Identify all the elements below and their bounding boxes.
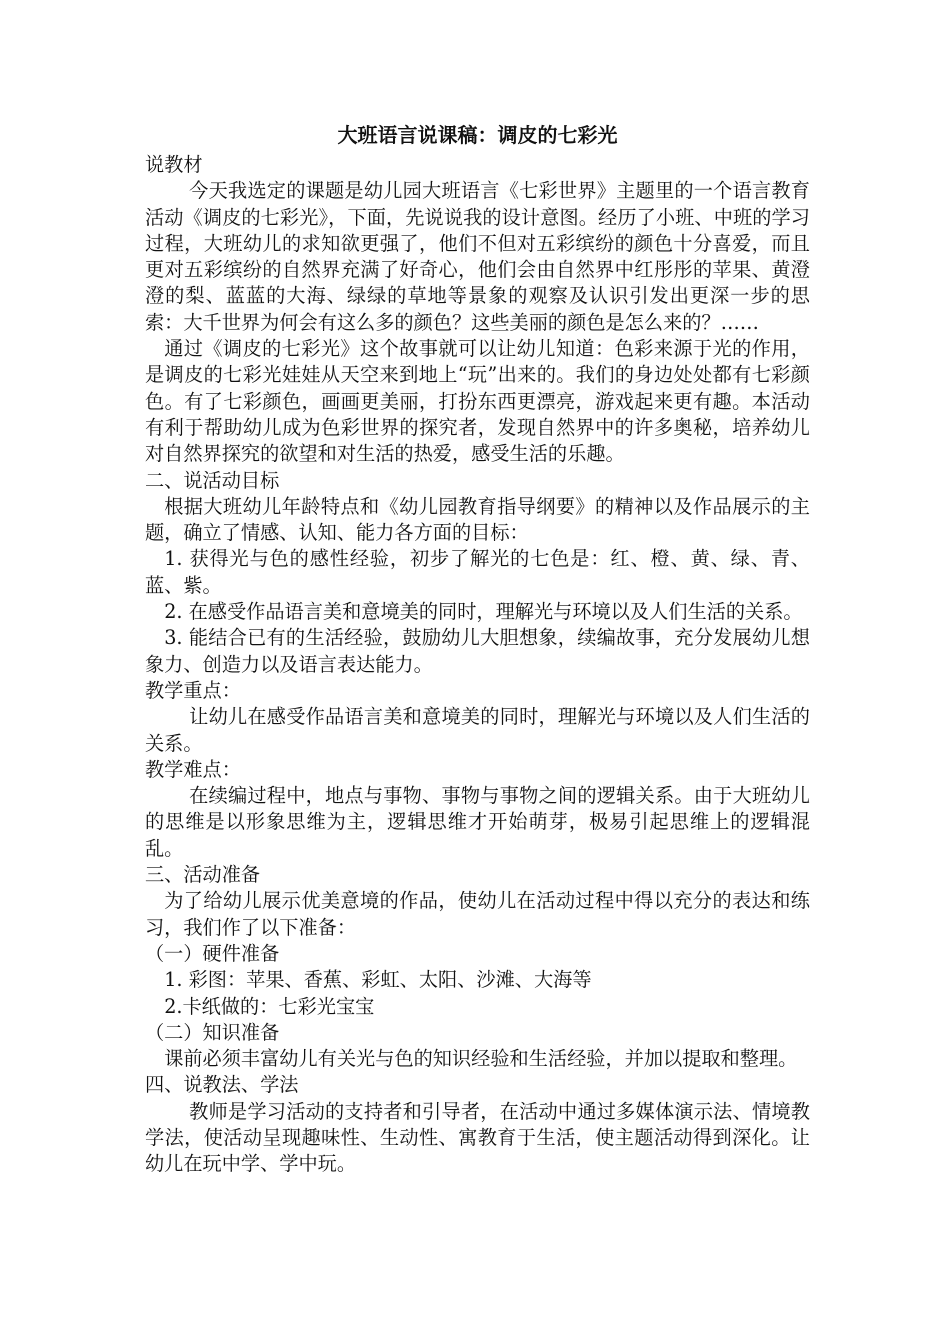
section-heading-key-points: 教学重点： bbox=[145, 678, 241, 702]
document-title: 大班语言说课稿：调皮的七彩光 bbox=[337, 123, 618, 147]
list-item: 2. 在感受作品语言美和意境美的同时，理解光与环境以及人们生活的关系。 bbox=[164, 600, 803, 624]
section-heading-methods: 四、说教法、学法 bbox=[145, 1073, 299, 1097]
paragraph: 教师是学习活动的支持者和引导者，在活动中通过多媒体演示法、情境教学法，使活动呈现趣味性、生动性、寓教育于生活，使主题活动得到深化。让幼儿在玩中学、学中玩。 bbox=[145, 1099, 810, 1176]
paragraph: 今天我选定的课题是幼儿园大班语言《七彩世界》主题里的一个语言教育活动《调皮的七彩光》，下面，先说说我的设计意图。经历了小班、中班的学习过程，大班幼儿的求知欲更强了，他们不但对五彩缤纷的颜色十分喜爱，而且更对五彩缤纷的自然界充满了好奇心，他们会由自然界中红彤彤的苹果、黄澄澄的梨、蓝蓝的大海、绿绿的草地等景象的观察及认识引发出更深一步的思索：大千世界为何会有这么多的颜色？这些美丽的颜色是怎么来的？…… bbox=[145, 179, 810, 334]
paragraph: 通过《调皮的七彩光》这个故事就可以让幼儿知道：色彩来源于光的作用，是调皮的七彩光娃娃从天空来到地上“玩”出来的。我们的身边处处都有七彩颜色。有了七彩颜色，画画更美丽，打扮东西更漂亮，游戏起来更有趣。本活动有利于帮助幼儿成为色彩世界的探究者，发现自然界中的许多奥秘，培养幼儿对自然界探究的欲望和对生活的热爱，感受生活的乐趣。 bbox=[145, 337, 810, 466]
list-item: 1. 获得光与色的感性经验，初步了解光的七色是：红、橙、黄、绿、青、蓝、紫。 bbox=[145, 547, 810, 597]
document-body bbox=[145, 152, 810, 1178]
paragraph: 课前必须丰富幼儿有关光与色的知识经验和生活经验，并加以提取和整理。 bbox=[164, 1047, 798, 1071]
paragraph: 在续编过程中，地点与事物、事物与事物之间的逻辑关系。由于大班幼儿的思维是以形象思维为主，逻辑思维才开始萌芽，极易引起思维上的逻辑混乱。 bbox=[145, 784, 810, 860]
list-item: 2.卡纸做的：七彩光宝宝 bbox=[164, 994, 375, 1018]
subsection-heading-knowledge: （二）知识准备 bbox=[145, 1020, 280, 1044]
section-heading-goals: 二、说活动目标 bbox=[145, 468, 280, 492]
paragraph: 让幼儿在感受作品语言美和意境美的同时，理解光与环境以及人们生活的关系。 bbox=[145, 705, 810, 755]
section-heading-preparation: 三、活动准备 bbox=[145, 863, 261, 887]
paragraph: 为了给幼儿展示优美意境的作品，使幼儿在活动过程中得以充分的表达和练习，我们作了以下准备： bbox=[145, 889, 810, 939]
list-item: 1. 彩图：苹果、香蕉、彩虹、太阳、沙滩、大海等 bbox=[164, 968, 592, 992]
list-item: 3. 能结合已有的生活经验，鼓励幼儿大胆想象，续编故事，充分发展幼儿想象力、创造力以及语言表达能力。 bbox=[145, 626, 810, 676]
subsection-heading-hardware: （一）硬件准备 bbox=[145, 941, 280, 965]
section-heading-difficulties: 教学难点： bbox=[145, 757, 241, 781]
paragraph: 根据大班幼儿年龄特点和《幼儿园教育指导纲要》的精神以及作品展示的主题，确立了情感、认知、能力各方面的目标： bbox=[145, 494, 810, 545]
document-page bbox=[145, 118, 810, 1178]
section-heading-textbook: 说教材 bbox=[145, 153, 203, 176]
